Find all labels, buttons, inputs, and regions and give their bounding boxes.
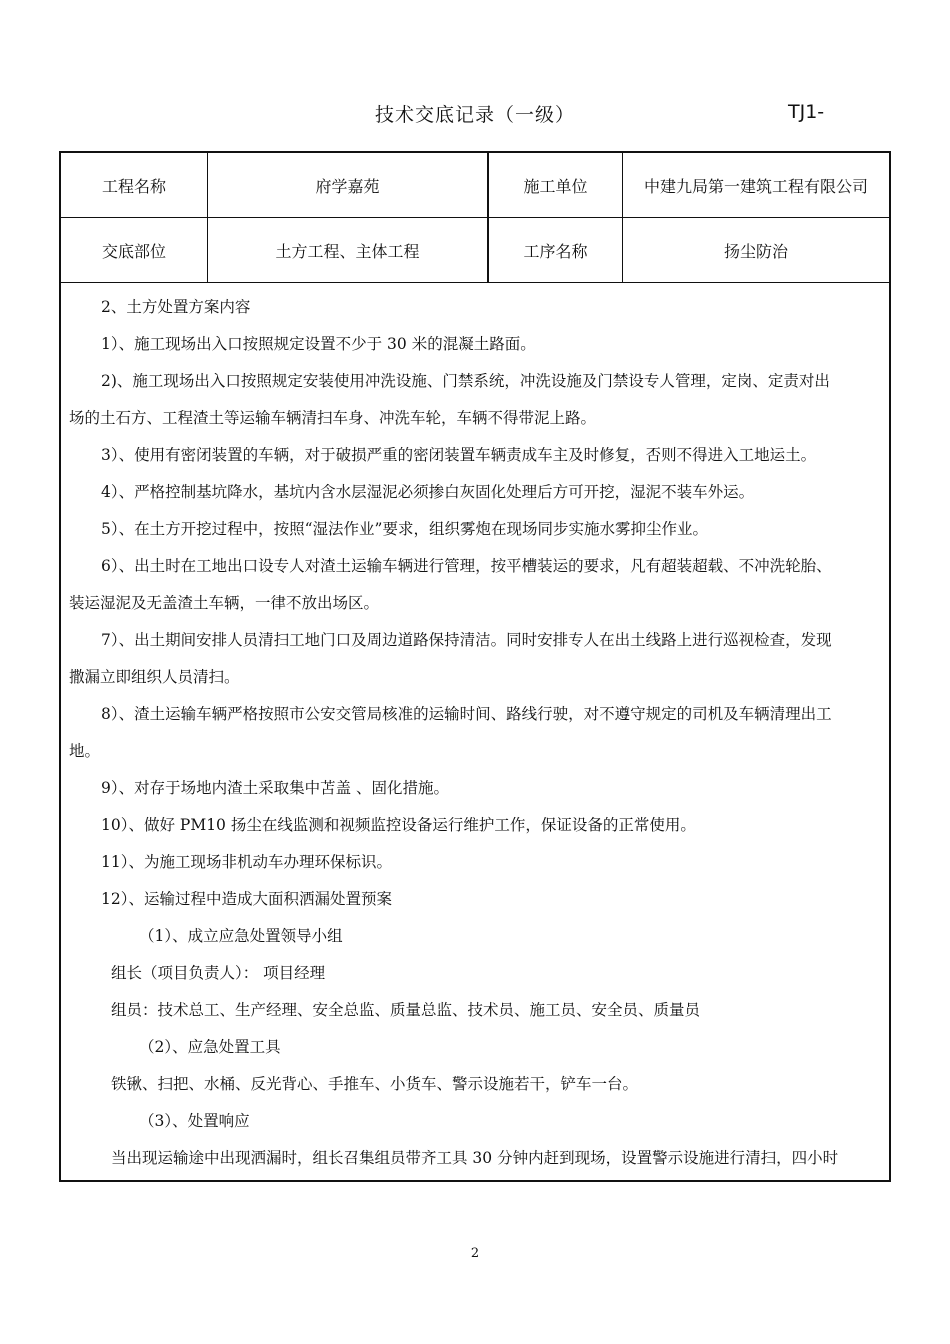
content-line: 铁锹、扫把、水桶、反光背心、手推车、小货车、警示设施若干，铲车一台。 [111,1075,639,1093]
content-line: 当出现运输途中出现洒漏时，组长召集组员带齐工具 30 分钟内赶到现场，设置警示设施进行清扫，四小时 [111,1149,839,1167]
process-name-label: 工序名称 [489,218,623,282]
record-table [59,151,891,1182]
content-line: 6）、出土时在工地出口设专人对渣土运输车辆进行管理，按平槽装运的要求，凡有超装超载、不冲洗轮胎、 [101,557,832,575]
content-line: （2）、应急处置工具 [139,1038,281,1056]
content-line: 2、土方处置方案内容 [101,298,251,316]
content-line: 4）、严格控制基坑降水，基坑内含水层湿泥必须掺白灰固化处理后方可开挖，湿泥不装车外运。 [101,483,755,501]
handover-part-value: 土方工程、主体工程 [208,218,489,282]
content-line: 7）、出土期间安排人员清扫工地门口及周边道路保持清洁。同时安排专人在出土线路上进行巡视检查，发现 [101,631,832,649]
content-line: （3）、处置响应 [139,1112,250,1130]
content-line: 装运湿泥及无盖渣土车辆，一律不放出场区。 [69,594,380,612]
content-line: （1）、成立应急处置领导小组 [139,927,343,945]
process-name-value: 扬尘防治 [723,241,788,261]
content-line: 5）、在土方开挖过程中，按照“湿法作业”要求，组织雾炮在现场同步实施水雾抑尘作业。 [101,520,708,538]
page-number: 2 [470,1246,480,1261]
content-line: 12）、运输过程中造成大面积洒漏处置预案 [101,890,392,908]
content-line: 8）、渣土运输车辆严格按照市公安交管局核准的运输时间、路线行驶，对不遵守规定的司机及车辆清理出工 [101,705,832,723]
content-line: 场的土石方、工程渣土等运输车辆清扫车身、冲洗车轮，车辆不得带泥上路。 [69,409,597,427]
content-line: 地。 [69,742,101,760]
project-name-value: 府学嘉苑 [208,153,489,217]
content-line: 2)、施工现场出入口按照规定安装使用冲洗设施、门禁系统，冲洗设施及门禁设专人管理，定岗、定责对出 [101,372,830,390]
content-line: 组员：技术总工、生产经理、安全总监、质量总监、技术员、施工员、安全员、质量员 [111,1001,701,1019]
info-row-2 [61,218,889,283]
document-code: TJ1- [788,101,825,123]
info-row-1 [61,153,889,218]
construction-unit-label: 施工单位 [489,153,623,217]
document-title: 技术交底记录（一级） [374,104,575,126]
content-line: 撒漏立即组织人员清扫。 [69,668,240,686]
content-line: 组长（项目负责人）： 项目经理 [111,964,326,982]
handover-part-label: 交底部位 [61,218,208,282]
construction-unit-value: 中建九局第一建筑工程有限公司 [643,176,868,196]
project-name-label: 工程名称 [61,153,208,217]
content-line: 1）、施工现场出入口按照规定设置不少于 30 米的混凝土路面。 [101,335,536,353]
content-line: 9）、对存于场地内渣土采取集中苫盖 、固化措施。 [101,779,450,797]
content-line: 3）、使用有密闭装置的车辆，对于破损严重的密闭装置车辆责成车主及时修复，否则不得进入工地运土。 [101,446,817,464]
content-line: 10）、做好 PM10 扬尘在线监测和视频监控设备运行维护工作，保证设备的正常使用。 [101,816,696,834]
content-line: 11）、为施工现场非机动车办理环保标识。 [101,853,392,871]
